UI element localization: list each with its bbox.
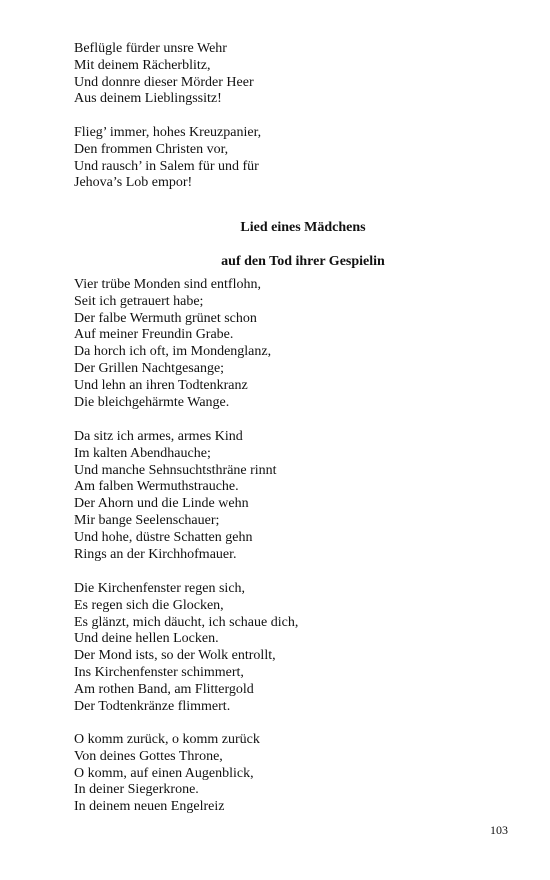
- verse-line: Es regen sich die Glocken,: [74, 597, 224, 613]
- verse-line: Die bleichgehärmte Wange.: [74, 394, 230, 410]
- verse-line: Und donnre dieser Mörder Heer: [74, 74, 254, 90]
- verse-line: Da sitz ich armes, armes Kind: [74, 429, 243, 444]
- verse-line: Flieg’ immer, hohes Kreuzpanier,: [74, 125, 262, 140]
- poem-stanza-4: [74, 732, 494, 816]
- poem-stanza-1: [74, 277, 494, 411]
- poem-title: Lied eines Mädchens: [240, 220, 366, 235]
- verse-line: Vier trübe Monden sind entflohn,: [74, 277, 261, 292]
- verse-line: Und deine hellen Locken.: [74, 631, 219, 647]
- verse-line: Und manche Sehnsuchtsthräne rinnt: [74, 462, 277, 478]
- verse-line: Der Mond ists, so der Wolk entrollt,: [74, 648, 276, 664]
- verse-line: O komm zurück, o komm zurück: [74, 732, 260, 747]
- verse-line: Mir bange Seelenschauer;: [74, 512, 220, 528]
- verse-line: Und rausch’ in Salem für und für: [74, 158, 259, 174]
- verse-line: Am falben Wermuthstrauche.: [74, 479, 239, 495]
- verse-line: Der Ahorn und die Linde wehn: [74, 496, 249, 512]
- verse-line: Ins Kirchenfenster schimmert,: [74, 664, 244, 680]
- verse-line: Die Kirchenfenster regen sich,: [74, 581, 246, 596]
- verse-line: Auf meiner Freundin Grabe.: [74, 327, 234, 343]
- verse-line: Aus deinem Lieblingssitz!: [74, 91, 222, 107]
- verse-line: Mit deinem Rächerblitz,: [74, 57, 211, 73]
- verse-line: In deinem neuen Engelreiz: [74, 799, 225, 815]
- verse-line: Der Todtenkränze flimmert.: [74, 698, 231, 714]
- poem-stanza-2: [74, 429, 494, 563]
- stanza-previous-poem-1: [74, 41, 494, 108]
- verse-line: Der falbe Wermuth grünet schon: [74, 310, 257, 326]
- verse-line: Es glänzt, mich däucht, ich schaue dich,: [74, 614, 299, 630]
- verse-line: In deiner Siegerkrone.: [74, 782, 199, 798]
- poem-stanza-3: [74, 581, 494, 715]
- verse-line: Rings an der Kirchhofmauer.: [74, 546, 237, 562]
- verse-line: O komm, auf einen Augenblick,: [74, 765, 254, 781]
- verse-line: Von deines Gottes Throne,: [74, 748, 223, 764]
- verse-line: Im kalten Abendhauche;: [74, 445, 211, 461]
- verse-line: Beflügle fürder unsre Wehr: [74, 41, 227, 56]
- verse-line: Der Grillen Nachtgesange;: [74, 360, 225, 376]
- verse-line: Am rothen Band, am Flittergold: [74, 681, 254, 697]
- page-number: 103: [490, 823, 508, 837]
- verse-line: Seit ich getrauert habe;: [74, 293, 204, 309]
- poem-subtitle: auf den Tod ihrer Gespielin: [221, 254, 385, 269]
- verse-line: Jehova’s Lob empor!: [74, 175, 193, 191]
- verse-line: Da horch ich oft, im Mondenglanz,: [74, 344, 272, 360]
- verse-line: Und lehn an ihren Todtenkranz: [74, 377, 248, 393]
- verse-line: Und hohe, düstre Schatten gehn: [74, 529, 253, 545]
- stanza-previous-poem-2: [74, 125, 494, 192]
- verse-line: Den frommen Christen vor,: [74, 141, 229, 157]
